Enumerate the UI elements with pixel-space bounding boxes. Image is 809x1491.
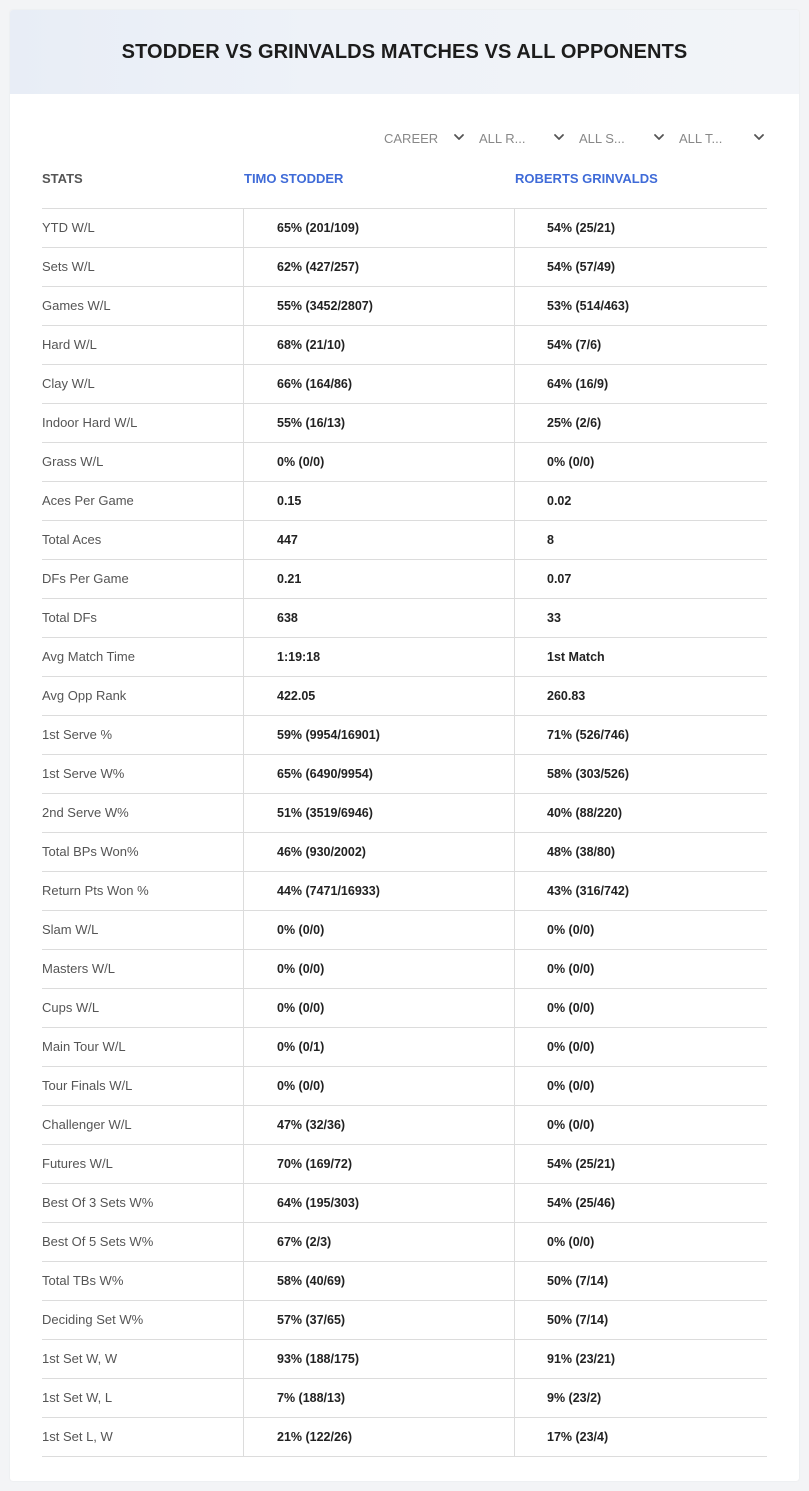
- player2-value: 91% (23/21): [514, 1340, 767, 1378]
- player2-value: 17% (23/4): [514, 1418, 767, 1456]
- stat-label: Avg Match Time: [42, 649, 135, 664]
- player2-value: 25% (2/6): [514, 404, 767, 442]
- player1-value: 57% (37/65): [243, 1301, 513, 1339]
- card-header: [10, 10, 799, 94]
- table-header: [42, 171, 767, 189]
- stat-label: Total DFs: [42, 610, 97, 625]
- stat-label: Total BPs Won%: [42, 844, 139, 859]
- player1-value: 0% (0/0): [243, 950, 513, 988]
- table-row: [42, 950, 767, 989]
- player2-value: 9% (23/2): [514, 1379, 767, 1417]
- chevron-down-icon: [453, 131, 465, 143]
- table-row: [42, 521, 767, 560]
- chevron-down-icon: [653, 131, 665, 143]
- player1-value: 62% (427/257): [243, 248, 513, 286]
- table-row: [42, 443, 767, 482]
- table-row: [42, 248, 767, 287]
- player2-value: 8: [514, 521, 767, 559]
- player2-value: 54% (57/49): [514, 248, 767, 286]
- player2-value: 0% (0/0): [514, 1223, 767, 1261]
- table-row: [42, 677, 767, 716]
- table-row: [42, 209, 767, 248]
- stat-label: Cups W/L: [42, 1000, 100, 1015]
- filter-rounds-select[interactable]: [479, 128, 565, 148]
- table-row: [42, 1301, 767, 1340]
- stat-label: Slam W/L: [42, 922, 99, 937]
- filter-label: ALL S...: [579, 130, 625, 146]
- player1-value: 0.21: [243, 560, 513, 598]
- table-row: [42, 755, 767, 794]
- stat-label: Total Aces: [42, 532, 102, 547]
- table-row: [42, 1223, 767, 1262]
- stat-label: Best Of 5 Sets W%: [42, 1234, 154, 1249]
- table-row: [42, 404, 767, 443]
- table-row: [42, 482, 767, 521]
- player2-value: 33: [514, 599, 767, 637]
- player1-value: 1:19:18: [243, 638, 513, 676]
- player1-value: 55% (3452/2807): [243, 287, 513, 325]
- table-row: [42, 716, 767, 755]
- player2-value: 40% (88/220): [514, 794, 767, 832]
- stats-table: [42, 208, 767, 1457]
- player2-value: 1st Match: [514, 638, 767, 676]
- player1-value: 0% (0/0): [243, 443, 513, 481]
- player1-value: 66% (164/86): [243, 365, 513, 403]
- stat-label: Sets W/L: [42, 259, 95, 274]
- player2-value: 50% (7/14): [514, 1262, 767, 1300]
- stats-card: [10, 10, 799, 1481]
- player2-value: 54% (7/6): [514, 326, 767, 364]
- player1-value: 422.05: [243, 677, 513, 715]
- stat-label: 1st Set W, W: [42, 1351, 118, 1366]
- table-row: [42, 1262, 767, 1301]
- player2-value: 43% (316/742): [514, 872, 767, 910]
- table-row: [42, 794, 767, 833]
- player1-value: 0% (0/1): [243, 1028, 513, 1066]
- table-row: [42, 872, 767, 911]
- chevron-down-icon: [553, 131, 565, 143]
- stat-label: Tour Finals W/L: [42, 1078, 133, 1093]
- player1-value: 0.15: [243, 482, 513, 520]
- player2-value: 0% (0/0): [514, 1106, 767, 1144]
- player1-value: 0% (0/0): [243, 1067, 513, 1105]
- filter-label: ALL R...: [479, 130, 526, 146]
- table-row: [42, 989, 767, 1028]
- filter-label: CAREER: [384, 130, 439, 146]
- player1-value: 65% (201/109): [243, 209, 513, 247]
- player2-value: 0% (0/0): [514, 443, 767, 481]
- filter-surface-select[interactable]: [579, 128, 665, 148]
- player2-value: 0% (0/0): [514, 1028, 767, 1066]
- filter-career-select[interactable]: [384, 128, 465, 148]
- stat-label: Return Pts Won %: [42, 883, 149, 898]
- table-row: [42, 365, 767, 404]
- page-title: STODDER VS GRINVALDS MATCHES VS ALL OPPONENTS: [121, 41, 688, 63]
- player2-value: 53% (514/463): [514, 287, 767, 325]
- player1-value: 93% (188/175): [243, 1340, 513, 1378]
- player1-value: 58% (40/69): [243, 1262, 513, 1300]
- player1-value: 65% (6490/9954): [243, 755, 513, 793]
- stat-label: 2nd Serve W%: [42, 805, 129, 820]
- player2-value: 0% (0/0): [514, 1067, 767, 1105]
- player1-value: 47% (32/36): [243, 1106, 513, 1144]
- stat-label: Best Of 3 Sets W%: [42, 1195, 154, 1210]
- player1-value: 67% (2/3): [243, 1223, 513, 1261]
- stat-label: Games W/L: [42, 298, 111, 313]
- player1-value: 447: [243, 521, 513, 559]
- player2-value: 54% (25/21): [514, 209, 767, 247]
- table-row: [42, 1340, 767, 1379]
- player1-value: 44% (7471/16933): [243, 872, 513, 910]
- player2-value: 0% (0/0): [514, 911, 767, 949]
- table-row: [42, 638, 767, 677]
- stat-label: Deciding Set W%: [42, 1312, 144, 1327]
- stat-label: 1st Set L, W: [42, 1429, 113, 1444]
- stat-label: 1st Set W, L: [42, 1390, 113, 1405]
- stat-label: Total TBs W%: [42, 1273, 124, 1288]
- stat-label: Indoor Hard W/L: [42, 415, 138, 430]
- player1-value: 59% (9954/16901): [243, 716, 513, 754]
- table-row: [42, 1184, 767, 1223]
- player2-value: 0.07: [514, 560, 767, 598]
- chevron-down-icon: [753, 131, 765, 143]
- table-row: [42, 1145, 767, 1184]
- stat-label: YTD W/L: [42, 220, 95, 235]
- table-row: [42, 287, 767, 326]
- stat-label: Aces Per Game: [42, 493, 134, 508]
- table-row: [42, 1067, 767, 1106]
- player2-value: 260.83: [514, 677, 767, 715]
- player1-value: 68% (21/10): [243, 326, 513, 364]
- player2-value: 0% (0/0): [514, 950, 767, 988]
- stats-column-header: STATS: [42, 171, 83, 186]
- table-row: [42, 1028, 767, 1067]
- table-row: [42, 1106, 767, 1145]
- stat-label: 1st Serve W%: [42, 766, 125, 781]
- player1-value: 55% (16/13): [243, 404, 513, 442]
- player2-value: 64% (16/9): [514, 365, 767, 403]
- player1-link[interactable]: TIMO STODDER: [244, 171, 344, 186]
- table-row: [42, 560, 767, 599]
- player1-value: 21% (122/26): [243, 1418, 513, 1456]
- table-row: [42, 833, 767, 872]
- table-row: [42, 326, 767, 365]
- table-row: [42, 1418, 767, 1457]
- player1-value: 7% (188/13): [243, 1379, 513, 1417]
- player2-value: 48% (38/80): [514, 833, 767, 871]
- player2-value: 58% (303/526): [514, 755, 767, 793]
- filter-bar: [10, 128, 799, 148]
- stat-label: Masters W/L: [42, 961, 115, 976]
- stat-label: Avg Opp Rank: [42, 688, 127, 703]
- player2-value: 54% (25/21): [514, 1145, 767, 1183]
- player1-value: 638: [243, 599, 513, 637]
- player1-value: 70% (169/72): [243, 1145, 513, 1183]
- player1-value: 46% (930/2002): [243, 833, 513, 871]
- player1-value: 0% (0/0): [243, 989, 513, 1027]
- table-row: [42, 599, 767, 638]
- table-row: [42, 911, 767, 950]
- player2-value: 71% (526/746): [514, 716, 767, 754]
- stat-label: Main Tour W/L: [42, 1039, 126, 1054]
- player2-value: 50% (7/14): [514, 1301, 767, 1339]
- stat-label: Futures W/L: [42, 1156, 113, 1171]
- stat-label: Grass W/L: [42, 454, 104, 469]
- stat-label: DFs Per Game: [42, 571, 129, 586]
- player2-value: 0.02: [514, 482, 767, 520]
- stat-label: Hard W/L: [42, 337, 97, 352]
- filter-label: ALL T...: [679, 130, 723, 146]
- player1-value: 51% (3519/6946): [243, 794, 513, 832]
- filter-tournament-select[interactable]: [679, 128, 765, 148]
- table-row: [42, 1379, 767, 1418]
- player2-value: 0% (0/0): [514, 989, 767, 1027]
- stat-label: 1st Serve %: [42, 727, 113, 742]
- player2-link[interactable]: ROBERTS GRINVALDS: [515, 171, 658, 186]
- stat-label: Challenger W/L: [42, 1117, 132, 1132]
- player1-value: 64% (195/303): [243, 1184, 513, 1222]
- player2-value: 54% (25/46): [514, 1184, 767, 1222]
- player1-value: 0% (0/0): [243, 911, 513, 949]
- stat-label: Clay W/L: [42, 376, 95, 391]
